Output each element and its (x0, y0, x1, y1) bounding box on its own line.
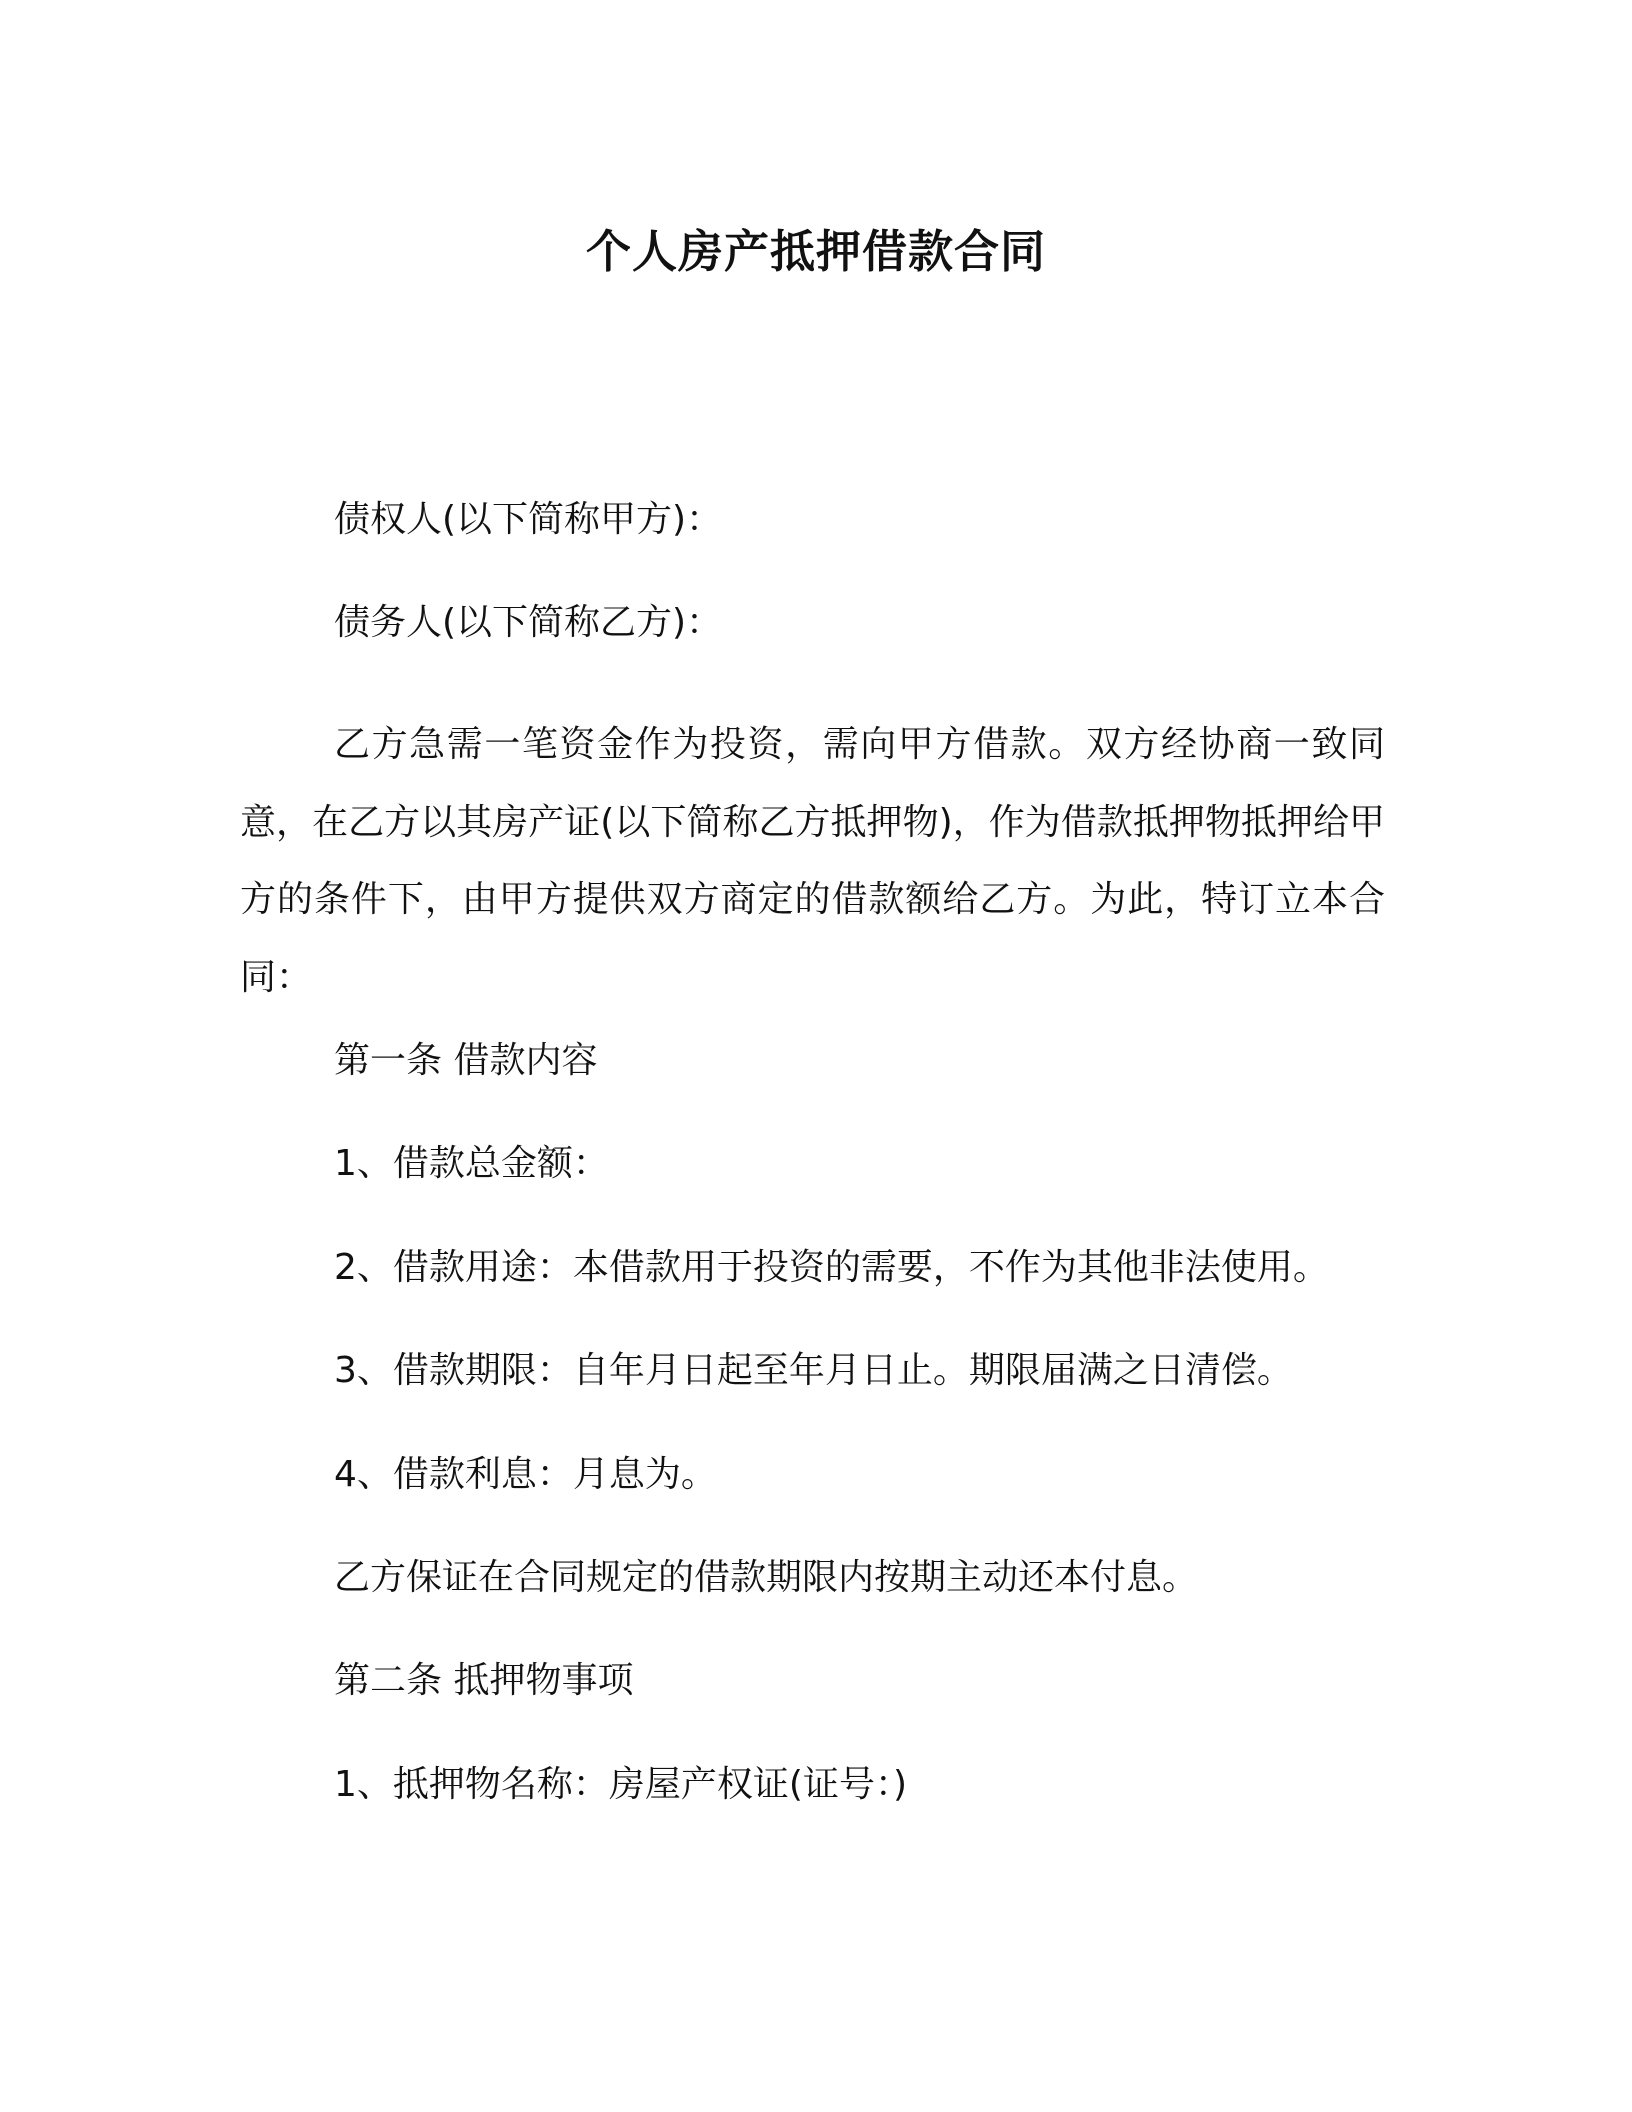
article1-item-4: 4、借款利息：月息为。 (334, 1454, 717, 1495)
debtor-line: 债务人(以下简称乙方)： (334, 602, 723, 643)
document-title: 个人房产抵押借款合同 (585, 225, 1046, 278)
article1-item-3: 3、借款期限：自年月日起至年月日止。期限届满之日清偿。 (334, 1350, 1293, 1391)
article1-heading: 第一条 借款内容 (334, 1040, 598, 1081)
article1-guarantee: 乙方保证在合同规定的借款期限内按期主动还本付息。 (334, 1557, 1199, 1598)
article1-item-2: 2、借款用途：本借款用于投资的需要，不作为其他非法使用。 (334, 1247, 1329, 1288)
article1-item-1: 1、借款总金额： (334, 1143, 609, 1184)
article2-item-1: 1、抵押物名称：房屋产权证(证号：) (334, 1764, 907, 1805)
preamble-paragraph: 乙方急需一笔资金作为投资，需向甲方借款。双方经协商一致同意，在乙方以其房产证(以下简称乙方抵押物)，作为借款抵押物抵押给甲方的条件下，由甲方提供双方商定的借款额给乙方。为此，特订立本合同： (240, 724, 1385, 998)
creditor-line: 债权人(以下简称甲方)： (334, 499, 723, 540)
article2-heading: 第二条 抵押物事项 (334, 1660, 634, 1701)
